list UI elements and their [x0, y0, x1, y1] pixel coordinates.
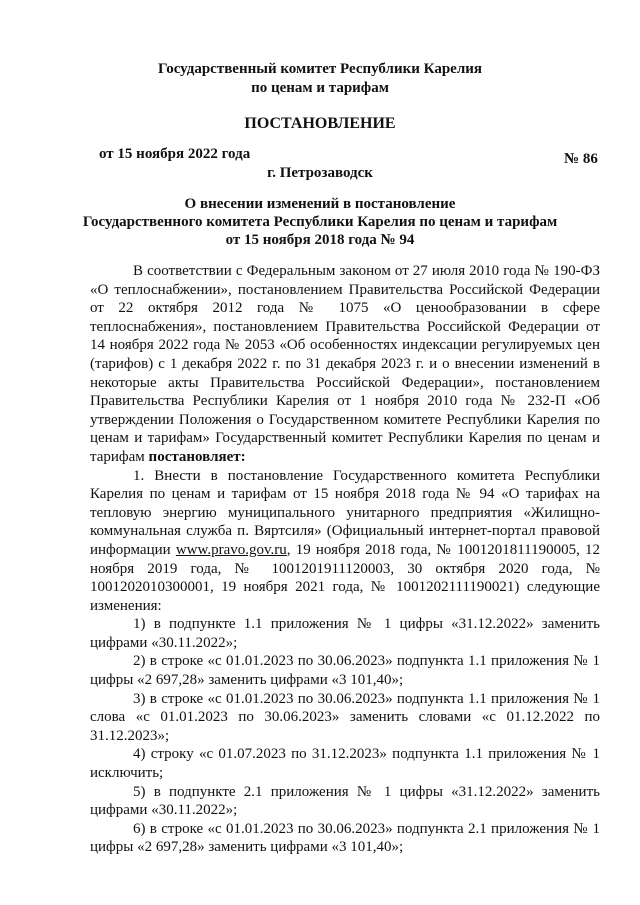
document-body — [90, 262, 600, 857]
document-city: г. Петрозаводск — [267, 165, 373, 181]
document-title-line3: от 15 ноября 2018 года № 94 — [225, 232, 415, 248]
document-title-line1: О внесении изменений в постановление — [184, 196, 456, 212]
pravo-portal-link[interactable]: www.pravo.gov.ru — [175, 541, 287, 558]
document-title-line2: Государственного комитета Республики Карелия по ценам и тарифам — [82, 214, 558, 230]
change-item-4: 4) строку «с 01.07.2023 по 31.12.2023» подпункта 1.1 приложения № 1 исключить; — [90, 746, 600, 782]
preamble-paragraph — [90, 262, 600, 467]
document-number: № 86 — [564, 151, 598, 167]
item-1-text: 1. Внести в постановление Государственного комитета Республики Карелия по ценам и тарифам от 15 ноября 2018 года № 94 «О тарифах на тепловую энергию муниципального унитарного предприятия «Жилищно-коммунальная служба п. Вяртсиля» (Официальный интернет-портал правовой информации — [90, 467, 600, 558]
item-1-publications: , 19 ноября 2018 года, № 1001201811190005, 12 ноября 2019 года, № 1001201911120003, 30 октября 2020 года, № 1001202010300001, 19 ноября 2021 года, № 1001202111190021) следующие изменения: — [90, 541, 600, 614]
org-name-line1: Государственный комитет Республики Карелия — [158, 61, 482, 77]
decree-word: постановляет: — [148, 448, 246, 465]
change-item-1: 1) в подпункте 1.1 приложения № 1 цифры «31.12.2022» заменить цифрами «30.11.2022»; — [90, 616, 600, 651]
change-item-3: 3) в строке «с 01.01.2023 по 30.06.2023» подпункта 1.1 приложения № 1 слова «с 01.01.2023 по 30.06.2023» заменить словами «с 01.12.2022 по 31.12.2023»; — [90, 690, 600, 744]
change-item-6: 6) в строке «с 01.01.2023 по 30.06.2023» подпункта 2.1 приложения № 1 цифры «2 697,28» заменить цифрами «3 101,40»; — [90, 820, 600, 856]
item-1-paragraph — [90, 467, 600, 616]
preamble-text: В соответствии с Федеральным законом от 27 июля 2010 года № 190-ФЗ «О теплоснабжении», постановлением Правительства Российской Федерации от 22 октября 2012 года № 1075 «О ценообразовании в сфере теплоснабжения», постановлением Правительства Российской Федерации от 14 ноября 2022 года № 2053 «Об особенностях индексации регулируемых цен (тарифов) с 1 декабря 2022 г. по 31 декабря 2023 г. и о внесении изменений в некоторые акты Правительства Российской Федерации», постановлением Правительства Республики Карелия от 1 ноября 2010 года № 232-П «Об утверждении Положения о Государственном комитете Республики Карелия по ценам и тарифам» Государственный комитет Республики Карелия по ценам и тарифам — [90, 263, 600, 465]
change-item-2: 2) в строке «с 01.01.2023 по 30.06.2023» подпункта 1.1 приложения № 1 цифры «2 697,28» заменить цифрами «3 101,40»; — [90, 653, 600, 689]
org-name-line2: по ценам и тарифам — [251, 80, 389, 96]
document-date: от 15 ноября 2022 года — [99, 146, 251, 162]
document-type: ПОСТАНОВЛЕНИЕ — [244, 115, 396, 132]
change-item-5: 5) в подпункте 2.1 приложения № 1 цифры «31.12.2022» заменить цифрами «30.11.2022»; — [90, 783, 600, 819]
